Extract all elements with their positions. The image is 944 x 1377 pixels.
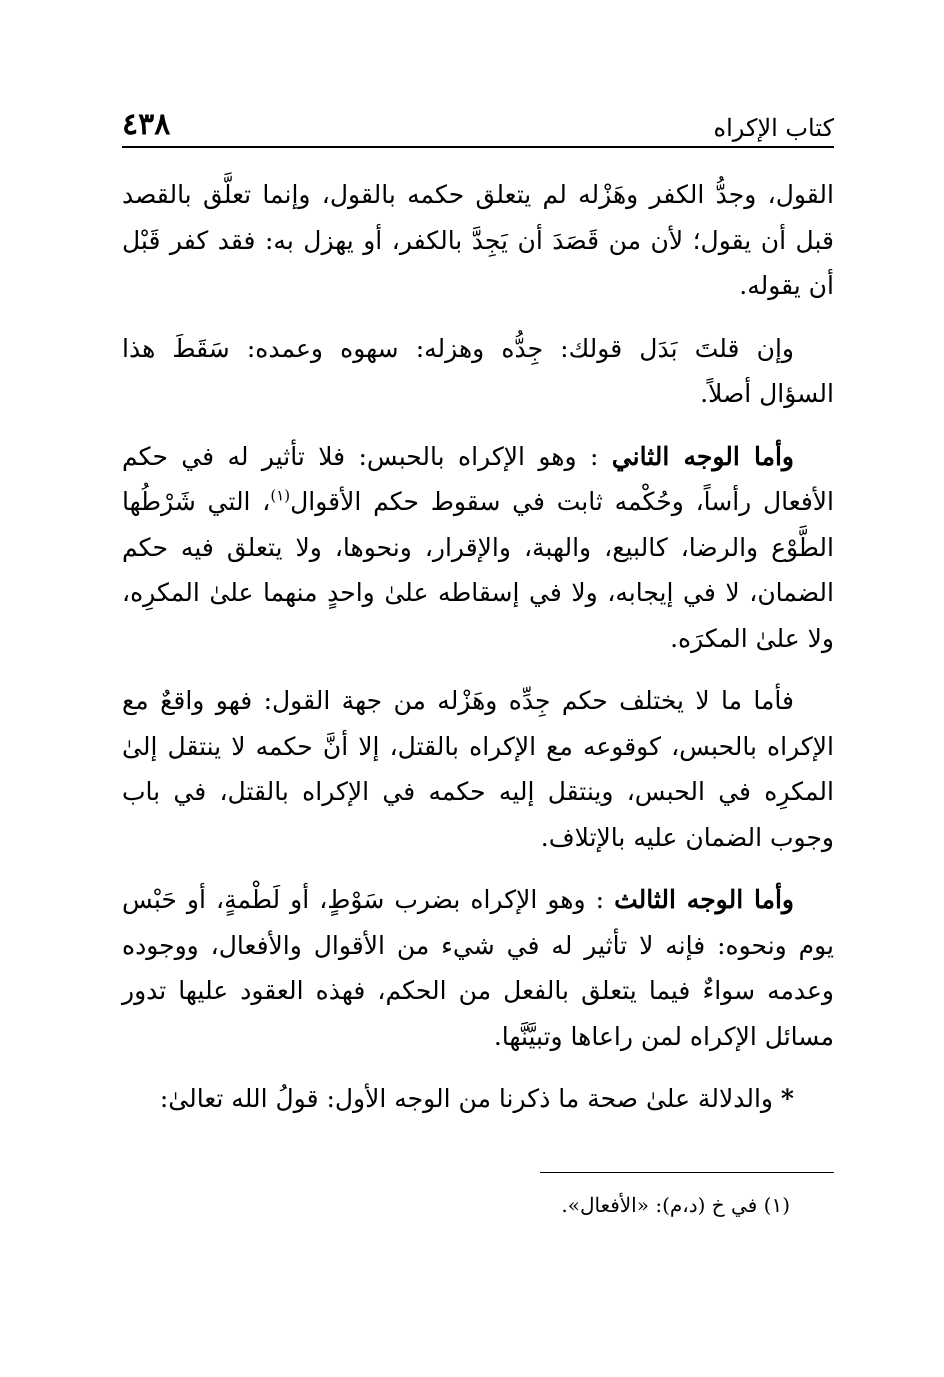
paragraph	[122, 434, 834, 662]
paragraph-text: ، التي شَرْطُها الطَّوْع والرضا، كالبيع، والهبة، والإقرار، ونحوها، ولا يتعلق فيه حكم الضمان، لا في إيجابه، ولا في إسقاطه علىٰ واحدٍ منهما علىٰ المكرِه، ولا علىٰ المكرَه.	[122, 487, 834, 653]
paragraph	[122, 1076, 834, 1122]
paragraph	[122, 877, 834, 1059]
page-header	[122, 98, 834, 148]
paragraph-text: وإن قلتَ بَدَل قولك: جِدُّه وهزله: سهوه وعمده: سَقَطَ هذا السؤال أصلاً.	[122, 333, 834, 408]
section-lead: وأما الوجه الثالث	[614, 885, 794, 914]
paragraph-text: : وهو الإكراه بالحبس: فلا تأثير له في حكم الأفعال رأساً، وحُكْمه ثابت في سقوط حكم الأقوال	[122, 441, 835, 516]
paragraph	[122, 326, 834, 417]
paragraph-text: القول، وجدُّ الكفر وهَزْله لم يتعلق حكمه بالقول، وإنما تعلَّق بالقصد قبل أن يقول؛ لأن من قَصَدَ أن يَجِدَّ بالكفر، أو يهزل به: فقد كفر قَبْل أن يقوله.	[122, 180, 834, 300]
paragraph-text: والدلالة علىٰ صحة ما ذكرنا من الوجه الأول: قولُ الله تعالىٰ:	[159, 1084, 781, 1113]
paragraph	[122, 172, 834, 309]
running-title: كتاب الإكراه	[713, 114, 834, 142]
star-icon: *	[780, 1084, 794, 1113]
paragraph-text: فأما ما لا يختلف حكم جِدِّه وهَزْله من جهة القول: فهو واقعٌ مع الإكراه بالحبس، كوقوعه مع الإكراه بالقتل، إلا أنَّ حكمه لا ينتقل إلىٰ المكرِه في الحبس، وينتقل إليه حكمه في الإكراه بالقتل، في باب وجوب الضمان عليه بالإتلاف.	[122, 686, 834, 852]
page-number: ٤٣٨	[122, 107, 171, 142]
main-text	[122, 172, 834, 1139]
footnote	[122, 1190, 834, 1220]
paragraph	[122, 678, 834, 860]
footnote-text: (١) في خ (د،م): «الأفعال».	[561, 1193, 790, 1217]
footnote-marker: (١)	[270, 486, 291, 505]
paragraph-text: : وهو الإكراه بضرب سَوْطٍ، أو لَطْمةٍ، أو حَبْس يوم ونحوه: فإنه لا تأثير له في شيء من الأقوال والأفعال، ووجوده وعدمه سواءٌ فيما يتعلق بالفعل من الحكم، فهذه العقود عليها تدور مسائل الإكراه لمن راعاها وتبيَّنَّها.	[122, 885, 834, 1051]
section-lead: وأما الوجه الثاني	[611, 441, 794, 471]
footnote-divider	[540, 1172, 834, 1173]
